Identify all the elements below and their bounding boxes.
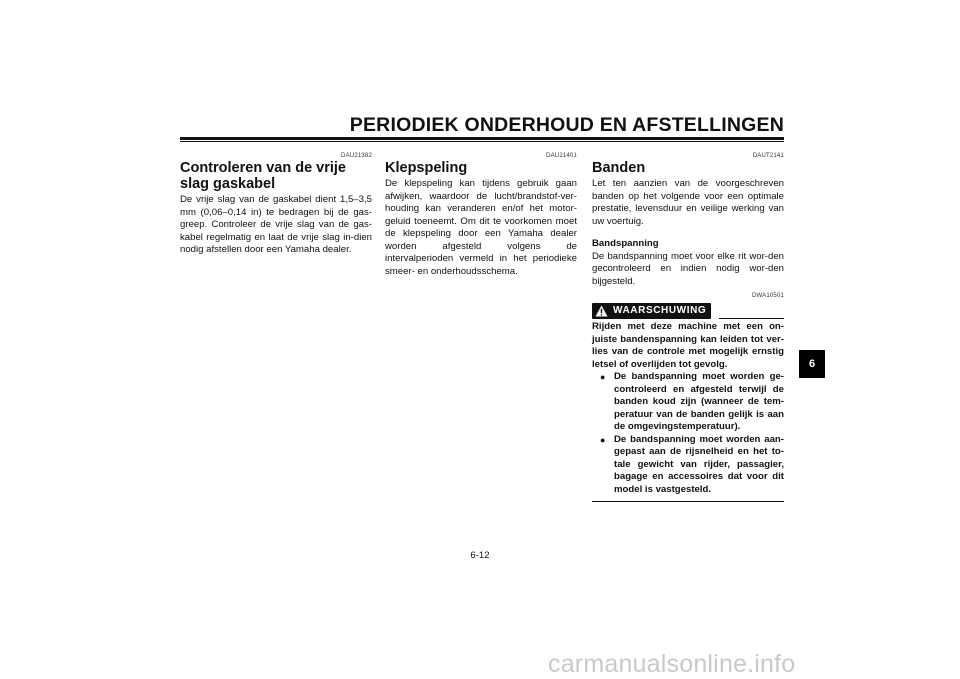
warning-label: WAARSCHUWING xyxy=(613,305,707,316)
warning-list-item xyxy=(600,434,784,497)
warning-list-item xyxy=(600,371,784,434)
subheading-tire-pressure: Bandspanning xyxy=(592,238,659,249)
warning-intro: Rijden met deze machine met een on-juiste bandenspanning kan leiden tot ver-lies van de controle met mogelijk ernstig letsel of overlijden tot gevolg. xyxy=(592,321,784,370)
header-rule xyxy=(180,137,784,140)
warning-list-item-text: De bandspanning moet worden aan-gepast aan de rijsnelheid en het to-tale gewicht van rijder, passagier, bagage en accessoires dat voor dit model is vastgesteld. xyxy=(614,433,784,495)
subheading-body: De bandspanning moet voor elke rit wor-den gecontroleerd en indien nodig wor-den bijgesteld. xyxy=(592,250,784,287)
chapter-tab: 6 xyxy=(799,350,825,378)
header-rule-thin xyxy=(180,141,784,142)
column-throttle-cable xyxy=(180,152,372,257)
warning-triangle-icon xyxy=(595,305,608,317)
section-title: Klepspeling xyxy=(385,160,468,176)
section-title: Banden xyxy=(592,160,646,176)
warning-rule xyxy=(719,318,784,319)
section-code: DAU21382 xyxy=(341,153,372,159)
warning-header xyxy=(592,303,784,319)
column-tires xyxy=(592,152,784,502)
section-code: DAUT2141 xyxy=(752,153,784,159)
warning-list-item-text: De bandspanning moet worden ge-controleerd en afgesteld terwijl de banden koud zijn (wanneer de tem-peratuur van de banden gelijk is aan de omgevingstemperatuur). xyxy=(614,371,784,432)
warning-list xyxy=(592,371,784,496)
section-body: De klepspeling kan tijdens gebruik gaan afwijken, waardoor de lucht/brandstof-ver-houding kan veranderen en/of het motor-geluid toeneemt. Om dit te voorkomen moet de klepspeling door een Yamaha dealer worden afgesteld volgens de intervalperioden vermeld in het periodieke smeer- en onderhoudsschema. xyxy=(385,178,577,277)
watermark: carmanualsonline.info xyxy=(548,650,796,678)
section-title: Controleren van de vrije slag gaskabel xyxy=(180,160,346,192)
page-header-title: PERIODIEK ONDERHOUD EN AFSTELLINGEN xyxy=(349,114,784,136)
section-body: Let ten aanzien van de voorgeschreven banden op het volgende voor een optimale prestatie, levensduur en veilige werking van uw voertuig. xyxy=(592,178,784,227)
bullet-icon: ● xyxy=(600,434,606,445)
section-code: DAU21401 xyxy=(546,153,577,159)
section-body: De vrije slag van de gaskabel dient 1,5–3,5 mm (0,06–0,14 in) te bedragen bij de gas-greep. Controleer de vrije slag van de gas-kabel regelmatig en laat de vrije slag in-dien nodig afstellen door een Yamaha dealer. xyxy=(180,194,372,255)
warning-bottom-rule xyxy=(592,501,784,502)
column-valve-clearance xyxy=(385,152,577,278)
warning-code: DWA10501 xyxy=(751,293,784,299)
warning-label-box xyxy=(592,303,711,319)
page-number: 6-12 xyxy=(470,550,490,561)
bullet-icon: ● xyxy=(600,372,606,382)
